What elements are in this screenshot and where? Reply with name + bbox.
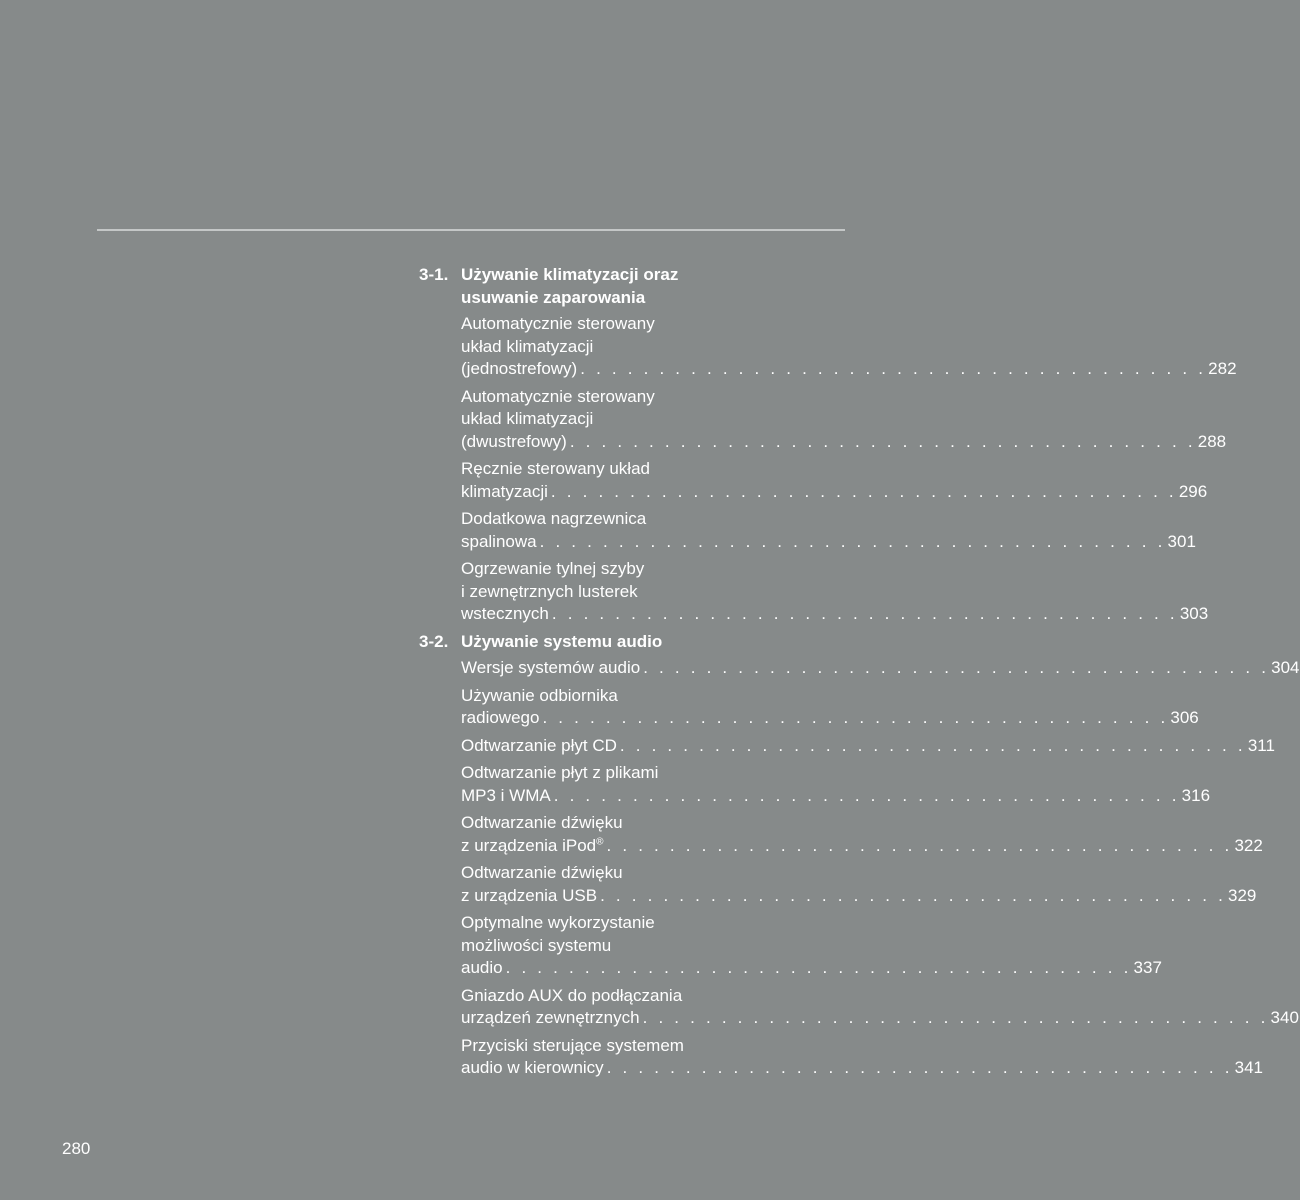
dot-leader: . . . . . . . . . . . . . . . . . . . . . . . . . . . . . . . . . . . . . . . . [642, 1008, 1269, 1027]
dot-leader: . . . . . . . . . . . . . . . . . . . . . . . . . . . . . . . . . . . . . . . . [643, 658, 1270, 677]
toc-entry-line: Używanie odbiornika [461, 685, 618, 705]
toc-entry-line: Optymalne wykorzystanie [461, 913, 655, 932]
section-number: 3-2. [419, 631, 449, 651]
toc-entry-line: (dwustrefowy) [461, 431, 567, 451]
toc-entry-line: Automatycznie sterowany [461, 314, 655, 333]
toc-entry-line: audio w kierownicy [461, 1058, 604, 1077]
toc-entry[interactable] [461, 812, 1263, 857]
toc-entry-line: radiowego [461, 708, 540, 727]
toc-entry[interactable] [461, 386, 1227, 454]
dot-leader: . . . . . . . . . . . . . . . . . . . . . . . . . . . . . . . . . . . . . . . . [551, 604, 1178, 623]
toc-page-number: 296 [1178, 481, 1208, 501]
toc-entry-line: Dodatkowa nagrzewnica [461, 509, 647, 528]
toc-entry-line: wstecznych [461, 604, 549, 623]
toc-entry[interactable] [461, 735, 1275, 758]
toc-entry-line: urządzeń zewnętrznych [461, 1008, 640, 1027]
dot-leader: . . . . . . . . . . . . . . . . . . . . . . . . . . . . . . . . . . . . . . . . [606, 835, 1233, 855]
toc-entry-line: spalinowa [461, 531, 537, 551]
toc-page-number: 306 [1170, 708, 1199, 727]
toc-entry[interactable] [461, 1035, 1263, 1080]
toc-entry-line: układ klimatyzacji [461, 409, 594, 428]
toc-entry-line: (jednostrefowy) [461, 359, 578, 378]
toc-entry[interactable] [461, 912, 1162, 980]
toc-page-number: 303 [1179, 604, 1209, 623]
toc-entry[interactable] [461, 313, 1237, 381]
toc-entry[interactable] [461, 985, 1299, 1030]
section-number: 3-1. [419, 265, 449, 284]
toc-page-number: 301 [1167, 531, 1196, 551]
dot-leader: . . . . . . . . . . . . . . . . . . . . . . . . . . . . . . . . . . . . . . . . [539, 531, 1166, 551]
dot-leader: . . . . . . . . . . . . . . . . . . . . . . . . . . . . . . . . . . . . . . . . [606, 1058, 1233, 1077]
dot-leader: . . . . . . . . . . . . . . . . . . . . . . . . . . . . . . . . . . . . . . . . [569, 431, 1196, 451]
toc-entry-line: możliwości systemu [461, 935, 612, 955]
toc-entry-line: Przyciski sterujące systemem [461, 1035, 684, 1055]
dot-leader: . . . . . . . . . . . . . . . . . . . . . . . . . . . . . . . . . . . . . . . . [580, 359, 1207, 378]
toc-entry[interactable] [461, 458, 1208, 503]
section-heading [419, 631, 719, 654]
toc-entry-line: układ klimatyzacji [461, 336, 594, 356]
toc-page-number: 337 [1133, 958, 1162, 977]
toc-entry-line: z urządzenia iPod® [461, 835, 604, 855]
toc-page-number: 316 [1181, 785, 1211, 805]
toc-entry-line: z urządzenia USB [461, 885, 598, 905]
toc-entry[interactable] [461, 657, 1300, 680]
header-rule [97, 229, 845, 231]
toc-entry-line: Odtwarzanie płyt CD [461, 735, 617, 755]
toc-entry-line: Ręcznie sterowany układ [461, 459, 650, 478]
toc-page-number: 329 [1228, 885, 1257, 905]
table-of-contents [419, 264, 1300, 1085]
section-title: Używanie klimatyzacji oraz usuwanie zaparowania [461, 265, 679, 307]
toc-entry-line: Ogrzewanie tylnej szyby [461, 559, 645, 578]
toc-entry-line: Gniazdo AUX do podłączania [461, 985, 683, 1005]
toc-entry-line: audio [461, 958, 503, 977]
toc-entry[interactable] [461, 862, 1257, 907]
dot-leader: . . . . . . . . . . . . . . . . . . . . . . . . . . . . . . . . . . . . . . . . [542, 708, 1169, 727]
toc-page-number: 304 [1271, 658, 1300, 677]
dot-leader: . . . . . . . . . . . . . . . . . . . . . . . . . . . . . . . . . . . . . . . . [553, 785, 1180, 805]
toc-entry-line: i zewnętrznych lusterek [461, 581, 638, 601]
dot-leader: . . . . . . . . . . . . . . . . . . . . . . . . . . . . . . . . . . . . . . . . [619, 735, 1246, 755]
page-number: 280 [62, 1139, 91, 1158]
toc-entry-line: Odtwarzanie dźwięku [461, 863, 623, 882]
toc-entry-line: klimatyzacji [461, 481, 548, 501]
toc-entry[interactable] [461, 762, 1211, 807]
toc-entry-line: Wersje systemów audio [461, 658, 641, 677]
toc-entry-line: MP3 i WMA [461, 785, 551, 805]
toc-entry-line: Odtwarzanie płyt z plikami [461, 763, 659, 782]
section-heading [419, 264, 719, 309]
registered-mark: ® [596, 835, 604, 847]
toc-entry-line: Odtwarzanie dźwięku [461, 813, 623, 832]
dot-leader: . . . . . . . . . . . . . . . . . . . . . . . . . . . . . . . . . . . . . . . . [550, 481, 1177, 501]
toc-page-number: 340 [1270, 1008, 1299, 1027]
toc-page-number: 341 [1234, 1058, 1263, 1077]
toc-entry-line: Automatycznie sterowany [461, 386, 655, 406]
toc-page-number: 282 [1208, 359, 1237, 378]
dot-leader: . . . . . . . . . . . . . . . . . . . . . . . . . . . . . . . . . . . . . . . . [505, 958, 1132, 977]
toc-entry[interactable] [461, 508, 1196, 553]
section-title: Używanie systemu audio [461, 631, 663, 651]
toc-page-number: 322 [1234, 835, 1263, 855]
toc-entry[interactable] [461, 558, 1209, 626]
toc-page-number: 311 [1247, 735, 1275, 755]
dot-leader: . . . . . . . . . . . . . . . . . . . . . . . . . . . . . . . . . . . . . . . . [600, 885, 1227, 905]
toc-page-number: 288 [1197, 431, 1227, 451]
toc-entry[interactable] [461, 685, 1199, 730]
